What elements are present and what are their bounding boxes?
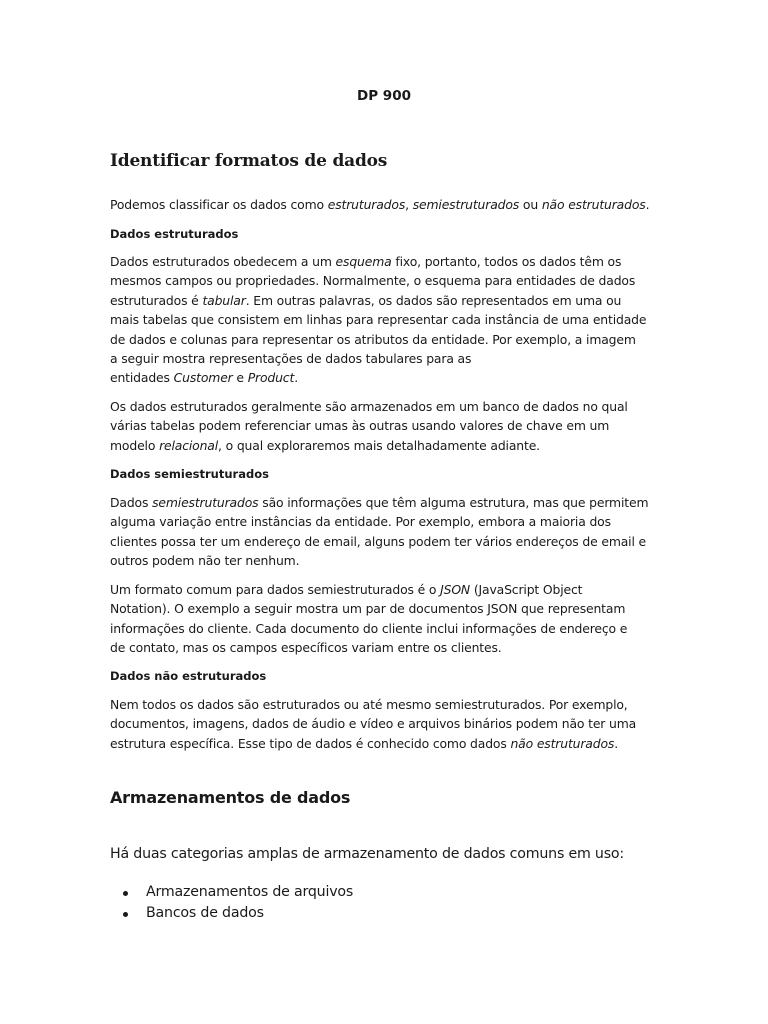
paragraph-structured-1 — [110, 252, 665, 388]
em-customer: Customer — [173, 370, 233, 386]
intro-paragraph — [110, 195, 665, 214]
intro-em-semiestruturados: semiestruturados — [412, 197, 520, 212]
paragraph-line: entidades Customer e Product. — [110, 370, 298, 386]
intro-text-1: Podemos classificar os dados como — [110, 197, 328, 212]
em-relacional: relacional — [159, 437, 219, 453]
document-title: DP 900 — [357, 88, 411, 104]
storage-intro: Há duas categorias amplas de armazenamento de dados comuns em uso: — [110, 846, 624, 862]
list-item-label: Armazenamentos de arquivos — [146, 884, 354, 900]
paragraph-line: várias tabelas podem referenciar umas às outras usando valores de chave em um — [110, 418, 610, 434]
heading-identificar-formatos: Identificar formatos de dados — [110, 151, 388, 171]
intro-em-estruturados: estruturados — [327, 197, 406, 212]
paragraph-unstructured-1 — [110, 695, 665, 753]
em-nao-estruturados: não estruturados — [510, 735, 615, 751]
paragraph-line: Dados semiestruturados são informações que têm alguma estrutura, mas que permitem — [110, 495, 649, 510]
em-esquema: esquema — [335, 254, 392, 269]
paragraph-line: estrutura específica. Esse tipo de dados é conhecido como dados não estruturados. — [110, 735, 618, 751]
subheading-dados-nao-estruturados: Dados não estruturados — [110, 669, 267, 683]
storage-categories-list — [110, 882, 353, 924]
intro-em-nao-estruturados: não estruturados — [541, 197, 646, 212]
paragraph-line: Um formato comum para dados semiestruturados é o JSON (JavaScript Object — [110, 582, 583, 597]
intro-text-4: . — [645, 197, 650, 212]
paragraph-line: clientes possa ter um endereço de email, alguns podem ter vários endereços de email e — [110, 533, 647, 549]
em-tabular: tabular — [202, 292, 246, 308]
intro-text-2: , — [405, 197, 413, 212]
paragraph-structured-2 — [110, 397, 665, 455]
paragraph-semistructured-1 — [110, 493, 665, 571]
paragraph-line: a seguir mostra representações de dados tabulares para as — [110, 351, 472, 367]
paragraph-line: outros podem não ter nenhum. — [110, 553, 300, 569]
em-product: Product — [247, 370, 295, 386]
list-item-label: Bancos de dados — [146, 905, 264, 921]
list-item — [110, 903, 353, 924]
paragraph-line: Os dados estruturados geralmente são armazenados em um banco de dados no qual — [110, 399, 628, 414]
paragraph-line: modelo relacional, o qual exploraremos mais detalhadamente adiante. — [110, 437, 540, 453]
subheading-dados-estruturados: Dados estruturados — [110, 227, 239, 241]
em-semiestruturados: semiestruturados — [152, 495, 259, 510]
paragraph-semistructured-2 — [110, 580, 665, 658]
paragraph-line: Nem todos os dados são estruturados ou até mesmo semiestruturados. Por exemplo, — [110, 697, 628, 712]
paragraph-line: estruturados é tabular. Em outras palavras, os dados são representados em uma ou — [110, 292, 622, 308]
bullet-dot-icon — [123, 891, 128, 896]
bullet-dot-icon — [123, 912, 128, 917]
em-json: JSON — [440, 582, 471, 597]
subheading-dados-semiestruturados: Dados semiestruturados — [110, 467, 269, 481]
paragraph-line: Notation). O exemplo a seguir mostra um par de documentos JSON que representam — [110, 601, 626, 617]
paragraph-line: alguma variação entre instâncias da entidade. Por exemplo, embora a maioria dos — [110, 514, 611, 530]
heading-armazenamentos-de-dados: Armazenamentos de dados — [110, 788, 351, 807]
paragraph-line: de contato, mas os campos específicos variam entre os clientes. — [110, 640, 502, 656]
intro-text-3: ou — [519, 197, 542, 212]
paragraph-line: Dados estruturados obedecem a um esquema fixo, portanto, todos os dados têm os — [110, 254, 622, 269]
paragraph-line: de dados e colunas para representar os atributos da entidade. Por exemplo, a imagem — [110, 331, 636, 347]
paragraph-line: informações do cliente. Cada documento do cliente inclui informações de endereço e — [110, 620, 628, 636]
paragraph-line: documentos, imagens, dados de áudio e vídeo e arquivos binários podem não ter uma — [110, 716, 637, 732]
paragraph-line: mais tabelas que consistem em linhas para representar cada instância de uma entidade — [110, 312, 647, 328]
list-item — [110, 882, 353, 903]
paragraph-line: mesmos campos ou propriedades. Normalmente, o esquema para entidades de dados — [110, 273, 636, 289]
